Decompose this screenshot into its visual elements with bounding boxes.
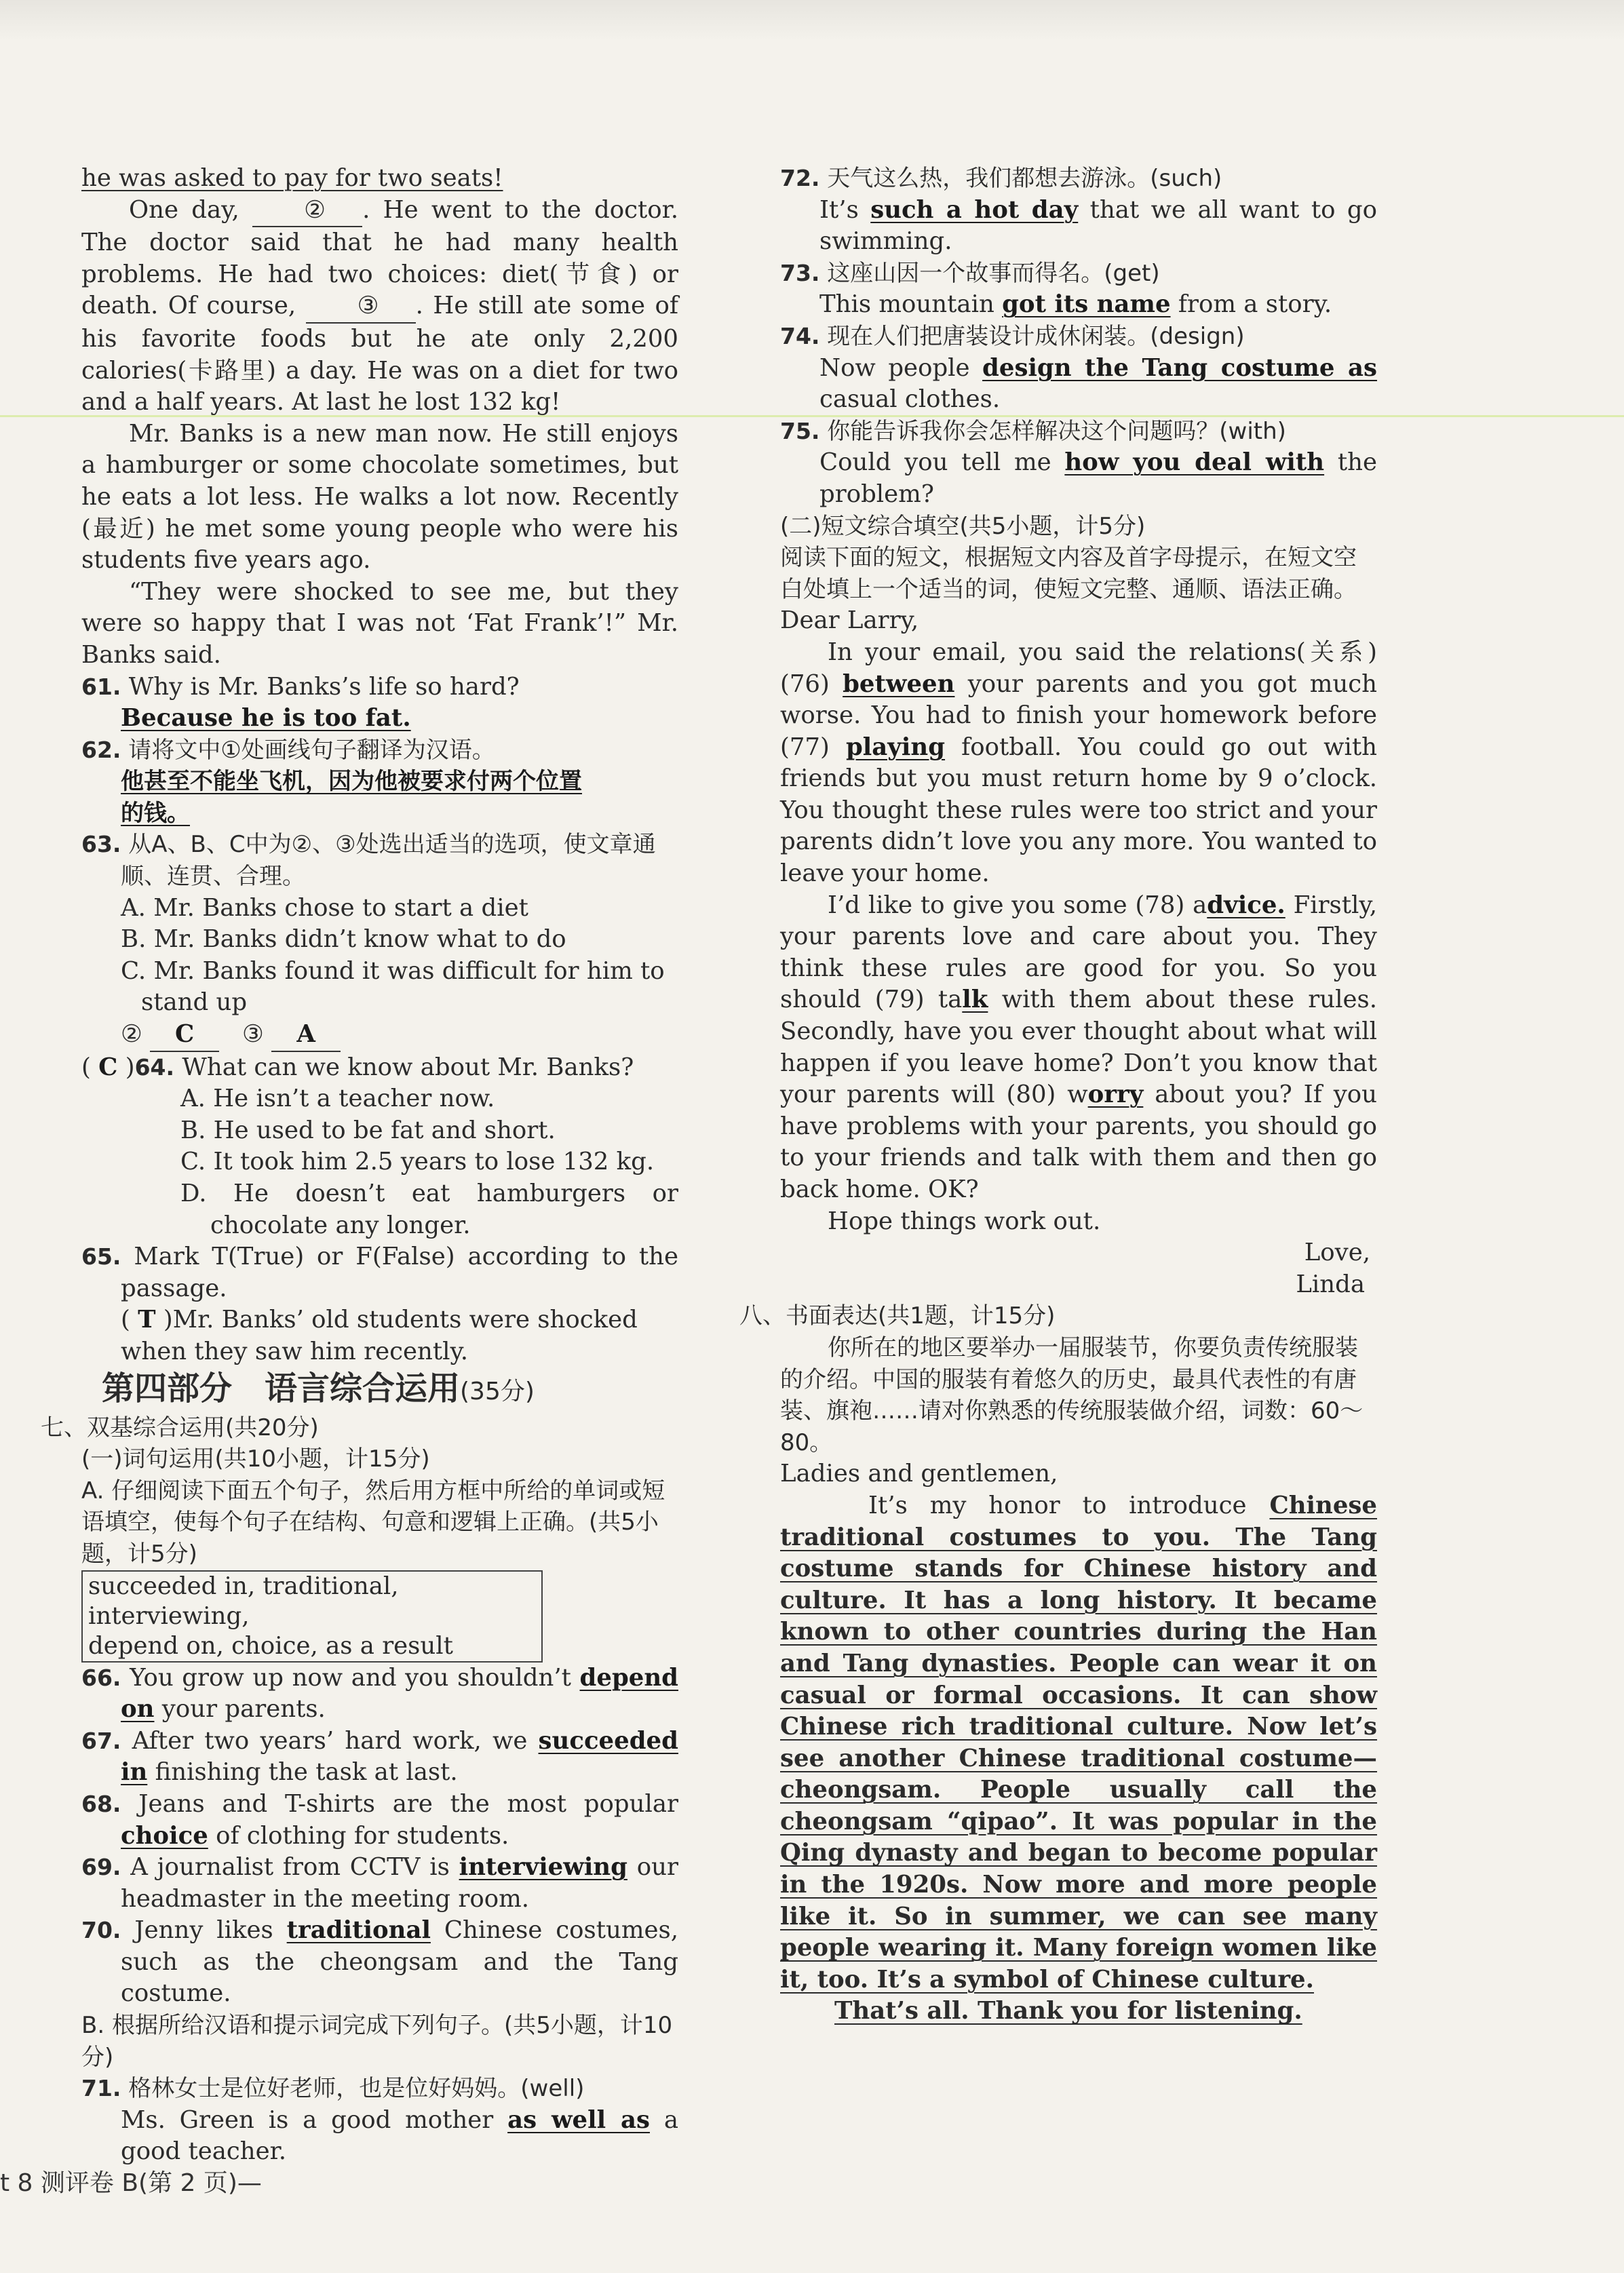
section-7-2-heading: (二)短文综合填空(共5小题，计5分) (780, 512, 1146, 540)
answer-78: dvice. (1207, 891, 1285, 919)
question-65: 65. Mark T(True) or F(False) according to the passage. (81, 1243, 678, 1302)
option-63-b: B. Mr. Banks didn’t know what to do (121, 925, 566, 954)
left-column (41, 163, 678, 2168)
question-75-sentence: Could you tell me how you deal with the problem? (819, 448, 1377, 508)
letter-love: Love, (1304, 1239, 1370, 1267)
letter-paragraph-1: In your email, you said the relations(关系) (76) between your parents and you got much worse. You had to finish your homework before (77) playing football. You could go out with friends but you must return home by 9 o’clock. You thought these rules were too strict and your parents didn’t love you any more. You wanted to leave your home. (780, 638, 1377, 888)
question-74-prompt: 74. 现在人们把唐装设计成休闲装。(design) (780, 322, 1245, 350)
answer-62-line1: 他甚至不能坐飞机，因为他被要求付两个位置 (121, 768, 582, 796)
section-8-heading: 八、书面表达(共1题，计15分) (739, 1302, 1056, 1330)
question-73-sentence: This mountain got its name from a story. (819, 290, 1332, 319)
passage-line: he was asked to pay for two seats! (81, 164, 503, 192)
answer-65: T (138, 1306, 156, 1334)
essay-body: It’s my honor to introduce Chinese traditional costumes to you. The Tang costume stands for Chinese history and culture. It has a long history. It became known to other countries during the Han and Tang dynasties. People can wear it on casual or formal occasions. It can show Chinese rich traditional culture. Now let’s see another Chinese traditional costume—cheongsam. People usually call the cheongsam “qipao”. It was popular in the Qing dynasty and began to become popular in the 1920s. Now more and more people like it. So in summer, we can see many people wearing it. Many foreign women like it, too. It’s a symbol of Chinese culture. (780, 1491, 1377, 1994)
letter-closing-line: Hope things work out. (828, 1207, 1101, 1235)
answer-76: between (843, 669, 955, 698)
option-63-a: A. Mr. Banks chose to start a diet (121, 893, 528, 922)
option-64-a: A. He isn’t a teacher now. (180, 1085, 495, 1113)
section-7-b-instructions: B. 根据所给汉语和提示词完成下列句子。(共5小题，计10分) (81, 2012, 673, 2071)
statement-65: ( T )Mr. Banks’ old students were shocked when they saw him recently. (121, 1306, 638, 1365)
letter-greeting: Dear Larry, (780, 606, 919, 635)
page-top-shadow (0, 0, 1624, 41)
question-74-sentence: Now people design the Tang costume as casual clothes. (819, 353, 1377, 414)
page-footer: t 8 测评卷 B(第 2 页)— (0, 2169, 262, 2197)
word-box: succeeded in, traditional, interviewing, depend on, choice, as a result (81, 1570, 543, 1663)
essay-salutation: Ladies and gentlemen, (780, 1460, 1058, 1488)
answer-80: orry (1087, 1081, 1144, 1109)
question-62: 62. 请将文中①处画线句子翻译为汉语。 (81, 736, 495, 764)
part-4-heading: 第四部分 语言综合运用(35分) (102, 1369, 535, 1407)
passage-paragraph-3: Mr. Banks is a new man now. He still enjoys a hamburger or some chocolate sometimes, but he eats a lot less. He walks a lot now. Recently (最近) he met some young people who were his students five years ago. (81, 419, 678, 575)
question-64: ( C )64. What can we know about Mr. Banks? (81, 1053, 634, 1081)
option-64-b: B. He used to be fat and short. (180, 1116, 556, 1144)
section-8-prompt: 你所在的地区要举办一届服装节，你要负责传统服装的介绍。中国的服装有着悠久的历史，最具代表性的有唐装、旗袍……请对你熟悉的传统服装做介绍，词数：60～80。 (780, 1334, 1364, 1456)
blank-2: ② (252, 195, 362, 228)
right-column (739, 163, 1377, 2027)
option-64-d: D. He doesn’t eat hamburgers or chocolate any longer. (180, 1180, 678, 1239)
question-69: 69. A journalist from CCTV is interviewing our headmaster in the meeting room. (81, 1853, 678, 1913)
answer-77: playing (845, 733, 946, 761)
question-68: 68. Jeans and T-shirts are the most popular choice of clothing for students. (81, 1789, 678, 1850)
question-71-sentence: Ms. Green is a good mother as well as a good teacher. (121, 2105, 678, 2166)
option-63-c: C. Mr. Banks found it was difficult for him to stand up (121, 956, 665, 1017)
option-64-c: C. It took him 2.5 years to lose 132 kg. (180, 1148, 655, 1176)
question-73-prompt: 73. 这座山因一个故事而得名。(get) (780, 259, 1160, 287)
question-67: 67. After two years’ hard work, we succeeded in finishing the task at last. (81, 1726, 678, 1787)
section-7-heading: 七、双基综合运用(共20分) (41, 1414, 319, 1441)
answer-79: lk (962, 986, 988, 1014)
question-63: 63. 从A、B、C中为②、③处选出适当的选项，使文章通顺、连贯、合理。 (81, 831, 656, 891)
answer-63: ② C ③ A (81, 1019, 678, 1052)
section-7-1-heading: (一)词句运用(共10小题，计15分) (81, 1445, 430, 1473)
letter-paragraph-2: I’d like to give you some (78) advice. Firstly, your parents love and care about you. They think these rules are good for you. So you should (79) talk with them about these rules. Secondly, have you ever thought about what will happen if you leave home? Don’t you know that your parents will (80) worry about you? If you have problems with your parents, you should go to your friends and talk with them and then go back home. OK? (780, 891, 1377, 1203)
answer-64: C (98, 1053, 118, 1081)
question-71-prompt: 71. 格林女士是位好老师，也是位好妈妈。(well) (81, 2075, 585, 2103)
question-72-sentence: It’s such a hot day that we all want to go swimming. (819, 195, 1377, 256)
question-61: 61. Why is Mr. Banks’s life so hard? (81, 672, 520, 701)
section-7-2-instructions: 阅读下面的短文，根据短文内容及首字母提示，在短文空白处填上一个适当的词，使短文完整、通顺、语法正确。 (780, 544, 1357, 603)
letter-signature: Linda (1296, 1270, 1365, 1298)
question-72-prompt: 72. 天气这么热，我们都想去游泳。(such) (780, 165, 1222, 192)
question-75-prompt: 75. 你能告诉我你会怎样解决这个问题吗？(with) (780, 417, 1286, 445)
passage-paragraph-2: One day, ② . He went to the doctor. The doctor said that he had many health problems. He had two choices: diet(节食) or death. Of course, ③ . He still ate some of his favorite foods but he ate only 2,200 calories(卡路里) a day. He was on a diet for two and a half years. At last he lost 132 kg! (81, 195, 678, 416)
answer-62-line2: 的钱。 (121, 799, 190, 827)
section-7-a-instructions: A. 仔细阅读下面五个句子，然后用方框中所给的单词或短语填空，使每个句子在结构、句意和逻辑上正确。(共5小题，计5分) (81, 1477, 665, 1568)
blank-3: ③ (306, 290, 416, 324)
answer-61: Because he is too fat. (121, 704, 411, 733)
question-70: 70. Jenny likes traditional Chinese costumes, such as the cheongsam and the Tang costume. (81, 1916, 678, 2008)
essay-ending: That’s all. Thank you for listening. (834, 1997, 1302, 2025)
passage-paragraph-4: “They were shocked to see me, but they were so happy that I was not ‘Fat Frank’!” Mr. Banks said. (81, 577, 678, 669)
question-66: 66. You grow up now and you shouldn’t depend on your parents. (81, 1663, 678, 1724)
